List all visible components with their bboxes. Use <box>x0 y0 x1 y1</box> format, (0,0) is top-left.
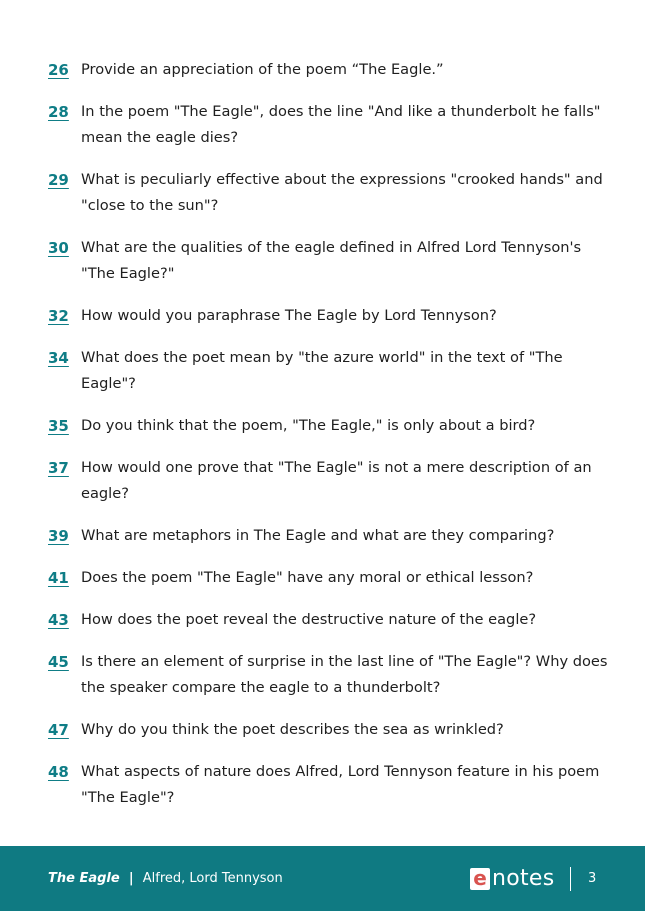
question-number-link[interactable]: 37 <box>48 459 69 477</box>
question-text: What are metaphors in The Eagle and what are they comparing? <box>81 527 555 544</box>
question-item <box>48 303 608 329</box>
question-number-link[interactable]: 26 <box>48 61 69 79</box>
question-text: How would you paraphrase The Eagle by Lord Tennyson? <box>81 307 497 324</box>
question-item <box>48 649 608 701</box>
question-text: Does the poem "The Eagle" have any moral or ethical lesson? <box>81 569 534 586</box>
question-number-link[interactable]: 41 <box>48 569 69 587</box>
question-text: What are the qualities of the eagle defined in Alfred Lord Tennyson's "The Eagle?" <box>81 239 582 282</box>
question-number-link[interactable]: 43 <box>48 611 69 629</box>
question-number-link[interactable]: 45 <box>48 653 69 671</box>
question-number-link[interactable]: 29 <box>48 171 69 189</box>
question-item <box>48 235 608 287</box>
question-text: Provide an appreciation of the poem “The Eagle.” <box>81 61 444 78</box>
question-number-link[interactable]: 28 <box>48 103 69 121</box>
question-text: What aspects of nature does Alfred, Lord Tennyson feature in his poem "The Eagle"? <box>81 763 600 806</box>
question-number-link[interactable]: 30 <box>48 239 69 257</box>
question-number-link[interactable]: 47 <box>48 721 69 739</box>
question-item <box>48 717 608 743</box>
question-number-link[interactable]: 34 <box>48 349 69 367</box>
question-item <box>48 565 608 591</box>
question-text: What does the poet mean by "the azure world" in the text of "The Eagle"? <box>81 349 563 392</box>
question-item <box>48 759 608 811</box>
question-number-link[interactable]: 48 <box>48 763 69 781</box>
question-text: How does the poet reveal the destructive nature of the eagle? <box>81 611 537 628</box>
question-item <box>48 413 608 439</box>
question-item <box>48 523 608 549</box>
question-number-link[interactable]: 32 <box>48 307 69 325</box>
enotes-logo[interactable] <box>470 867 555 891</box>
footer-separator: | <box>128 871 134 886</box>
page-number: 3 <box>588 871 597 886</box>
enotes-logo-text: notes <box>492 866 555 891</box>
question-number-link[interactable]: 39 <box>48 527 69 545</box>
question-text: Why do you think the poet describes the sea as wrinkled? <box>81 721 504 738</box>
footer-divider <box>570 867 571 891</box>
question-item <box>48 167 608 219</box>
question-text: In the poem "The Eagle", does the line "And like a thunderbolt he falls" mean the eagle dies? <box>81 103 601 146</box>
question-item <box>48 99 608 151</box>
footer-book-title: The Eagle <box>48 871 120 886</box>
question-text: What is peculiarly effective about the expressions "crooked hands" and "close to the sun"? <box>81 171 603 214</box>
enotes-logo-e-icon: e <box>470 868 490 890</box>
footer-author: Alfred, Lord Tennyson <box>142 871 283 886</box>
question-text: How would one prove that "The Eagle" is not a mere description of an eagle? <box>81 459 592 502</box>
question-item <box>48 607 608 633</box>
question-text: Do you think that the poem, "The Eagle," is only about a bird? <box>81 417 536 434</box>
footer-title <box>48 870 283 888</box>
question-item <box>48 57 608 83</box>
question-item <box>48 455 608 507</box>
question-number-link[interactable]: 35 <box>48 417 69 435</box>
page-footer <box>0 846 645 911</box>
question-text: Is there an element of surprise in the last line of "The Eagle"? Why does the speaker compare the eagle to a thunderbolt? <box>81 653 608 696</box>
question-item <box>48 345 608 397</box>
